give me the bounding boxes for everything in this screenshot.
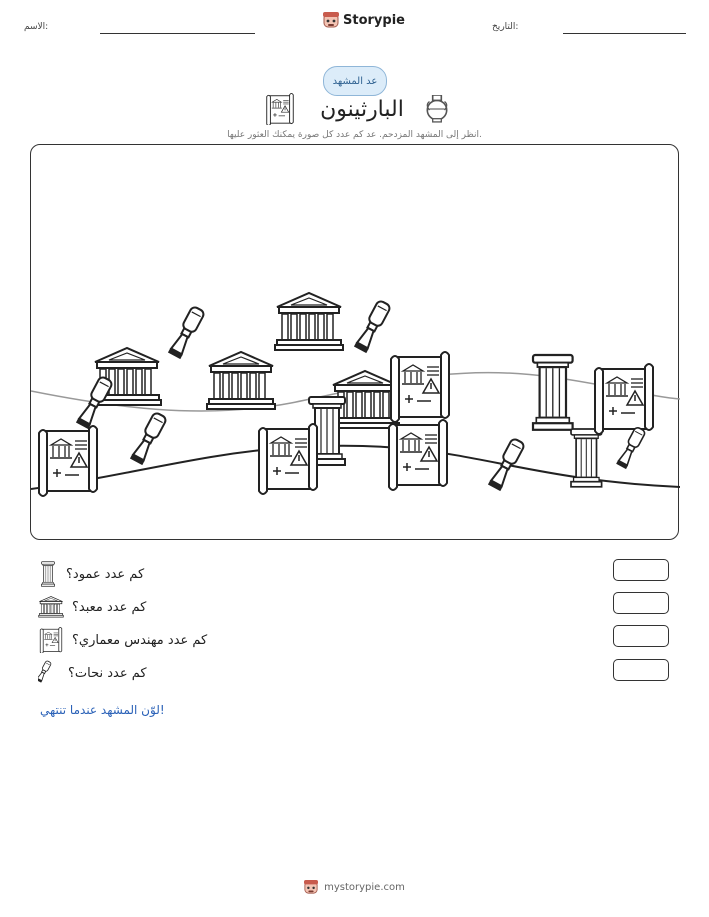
chisel-icon <box>38 660 60 686</box>
question-row-sculptor <box>38 660 147 686</box>
temple-icon <box>38 595 64 619</box>
answer-box-column[interactable] <box>613 559 669 581</box>
column-icon <box>571 429 602 487</box>
page-title: البارثينون <box>320 96 404 122</box>
answer-box-sculptor[interactable] <box>613 659 669 681</box>
temple-icon <box>207 352 275 409</box>
date-label: التاريخ: <box>492 22 519 32</box>
chisel-icon <box>616 426 646 469</box>
architect-scroll-icon <box>262 93 298 125</box>
architect-scroll-icon <box>391 352 449 422</box>
question-text: كم عدد عمود؟ <box>66 566 145 582</box>
column-icon <box>533 355 573 430</box>
answer-box-temple[interactable] <box>613 592 669 614</box>
footer <box>0 880 709 894</box>
chisel-icon <box>130 412 167 465</box>
activity-badge: عد المشهد <box>323 66 387 96</box>
date-field[interactable] <box>563 33 686 34</box>
scene-illustration <box>31 145 680 541</box>
brand-logo <box>323 12 405 28</box>
architect-scroll-icon <box>595 364 653 434</box>
temple-icon <box>275 293 343 350</box>
name-label: الاسم: <box>24 22 49 32</box>
mascot-icon <box>323 12 339 28</box>
mascot-icon <box>304 880 318 894</box>
question-row-architect <box>38 627 207 653</box>
answer-box-architect[interactable] <box>613 625 669 647</box>
question-text: كم عدد معبد؟ <box>72 599 147 615</box>
architect-scroll-icon <box>259 424 317 494</box>
chisel-icon <box>354 300 391 353</box>
question-row-column <box>38 561 144 587</box>
title-row <box>262 92 448 126</box>
instructions: انظر إلى المشهد المزدحم. عد كم عدد كل صورة يمكنك العثور عليها. <box>227 130 482 140</box>
column-icon <box>38 561 58 587</box>
architect-scroll-icon <box>38 627 64 653</box>
question-row-temple <box>38 594 146 620</box>
counting-scene <box>30 144 679 540</box>
color-instruction: لوّن المشهد عندما تنتهي! <box>40 703 165 717</box>
brand-name: Storypie <box>343 12 405 28</box>
name-field[interactable] <box>100 33 255 34</box>
question-text: كم عدد نحات؟ <box>68 665 147 681</box>
chisel-icon <box>488 438 525 491</box>
architect-scroll-icon <box>389 420 447 490</box>
architect-scroll-icon <box>39 426 97 496</box>
footer-url: mystorypie.com <box>324 881 405 893</box>
question-text: كم عدد مهندس معماري؟ <box>72 632 208 648</box>
amphora-icon <box>426 95 448 123</box>
chisel-icon <box>168 306 205 359</box>
